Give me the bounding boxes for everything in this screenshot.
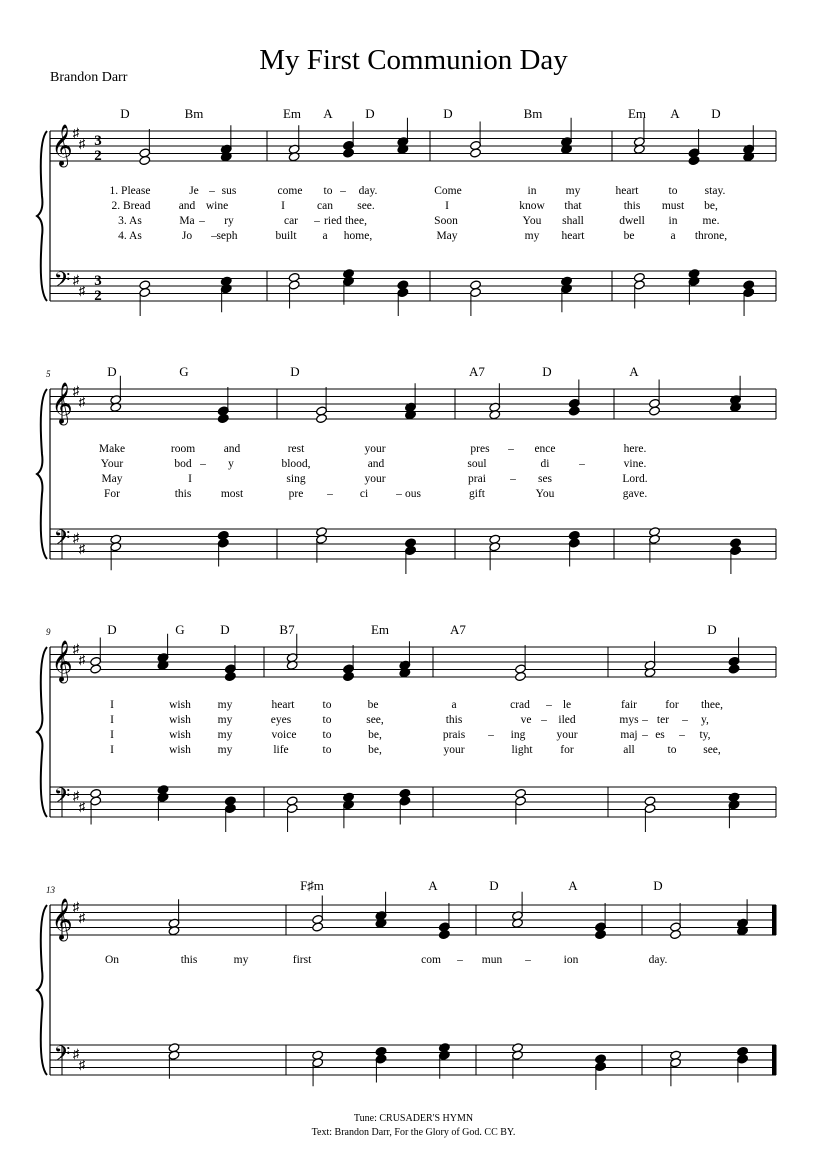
key-signature-sharp-icon: ♯ [78, 652, 86, 667]
lyric-syllable: On [104, 954, 120, 966]
treble-notehead [217, 413, 229, 423]
key-signature-sharp-icon: ♯ [72, 530, 80, 545]
lyric-syllable: es [655, 729, 665, 741]
lyric-syllable: – [488, 729, 494, 741]
lyric-syllable: ion [563, 954, 579, 966]
lyric-syllable: – [642, 729, 648, 741]
lyric-syllable: 3. As [118, 215, 142, 227]
lyric-syllable: your [364, 473, 386, 485]
key-signature-sharp-icon: ♯ [72, 899, 80, 914]
lyric-syllable: my [217, 714, 233, 726]
chord-symbol: G [175, 622, 185, 637]
key-signature-sharp-icon: ♯ [72, 1046, 80, 1061]
lyric-syllable: car [283, 215, 299, 227]
measure-number: 9 [46, 627, 51, 637]
lyric-syllable: must [661, 200, 685, 212]
lyric-syllable: – [679, 729, 685, 741]
lyric-syllable: in [527, 185, 537, 197]
lyric-syllable: I [110, 699, 114, 711]
lyric-syllable: heart [271, 699, 295, 711]
lyric-syllable: wish [169, 714, 191, 726]
chord-symbol: A [323, 106, 333, 121]
lyric-syllable: – [457, 954, 463, 966]
bass-clef-icon: 𝄢 [53, 784, 71, 813]
lyric-syllable: wish [169, 729, 191, 741]
key-signature-sharp-icon: ♯ [72, 272, 80, 287]
lyric-syllable: – [579, 458, 585, 470]
lyric-syllable: – [199, 215, 205, 227]
lyric-syllable: I [110, 729, 114, 741]
chord-symbol: D [542, 364, 552, 379]
lyric-syllable: to [322, 729, 332, 741]
lyric-syllable: wish [169, 699, 191, 711]
lyric-syllable: seph [216, 230, 238, 242]
footer-text: Text: Brandon Darr, For the Glory of God. CC BY. [311, 1127, 516, 1138]
lyric-syllable: – [396, 488, 402, 500]
lyric-syllable: pre [288, 488, 304, 500]
lyric-syllable: – [525, 954, 531, 966]
bass-clef-icon: 𝄢 [53, 526, 71, 555]
lyric-syllable: ve [520, 714, 532, 726]
lyric-syllable: most [220, 488, 244, 500]
chord-symbol: D [120, 106, 130, 121]
lyric-syllable: You [535, 488, 555, 500]
final-barline [772, 1045, 777, 1075]
treble-notehead [470, 148, 482, 158]
key-signature-sharp-icon: ♯ [78, 541, 86, 556]
lyric-syllable: to [322, 744, 332, 756]
lyric-syllable: prais [442, 729, 466, 741]
final-barline [772, 905, 777, 935]
key-signature-sharp-icon: ♯ [78, 1057, 86, 1072]
lyric-syllable: see, [703, 744, 721, 756]
lyric-syllable: ry [224, 215, 234, 227]
treble-clef-icon: 𝄞 [51, 641, 73, 681]
chord-symbol: Em [370, 622, 390, 637]
lyric-syllable: Jo [181, 230, 193, 242]
lyric-syllable: May [101, 473, 123, 485]
lyric-syllable: ty, [699, 729, 711, 741]
lyric-syllable: light [511, 744, 533, 756]
lyric-syllable: – [209, 185, 215, 197]
chord-symbol: Em [282, 106, 302, 121]
lyric-syllable: day. [358, 185, 378, 197]
lyric-syllable: – [340, 185, 346, 197]
chord-symbol: A [568, 878, 578, 893]
lyric-syllable: Come [434, 185, 462, 197]
measure-number: 5 [46, 369, 51, 379]
lyric-syllable: bod [174, 458, 192, 470]
lyric-syllable: to [667, 744, 677, 756]
lyric-syllable: I [110, 714, 114, 726]
system-brace [37, 905, 47, 1075]
lyric-syllable: Ma [179, 215, 195, 227]
chord-symbol: Bm [184, 106, 204, 121]
lyric-syllable: I [188, 473, 192, 485]
lyric-syllable: Make [98, 443, 126, 455]
lyric-syllable: ing [510, 729, 526, 741]
lyric-syllable: me. [702, 215, 720, 227]
lyric-syllable: May [436, 230, 458, 242]
lyric-syllable: see. [357, 200, 375, 212]
lyric-syllable: can [317, 200, 333, 212]
lyric-syllable: to [668, 185, 678, 197]
chord-symbol: A [629, 364, 639, 379]
lyric-syllable: – [546, 699, 552, 711]
treble-clef-icon: 𝄞 [51, 899, 73, 939]
lyric-syllable: vine. [623, 458, 647, 470]
treble-notehead [595, 929, 607, 939]
lyric-syllable: di [540, 458, 550, 470]
treble-notehead [728, 664, 740, 674]
lyric-syllable: your [443, 744, 465, 756]
lyric-syllable: I [445, 200, 449, 212]
lyric-syllable: wine [205, 200, 229, 212]
lyric-syllable: maj [620, 729, 638, 741]
score-title: My First Communion Day [259, 44, 568, 76]
chord-symbol: D [107, 622, 117, 637]
lyric-syllable: eyes [270, 714, 292, 726]
lyric-syllable: sing [286, 473, 306, 485]
chord-symbol: D [711, 106, 721, 121]
measure-number: 13 [46, 885, 55, 895]
lyric-syllable: – [510, 473, 516, 485]
composer-name: Brandon Darr [50, 70, 128, 85]
lyric-syllable: my [233, 954, 249, 966]
lyric-syllable: com [421, 954, 441, 966]
lyric-syllable: You [522, 215, 542, 227]
lyric-syllable: y [228, 458, 234, 470]
lyric-syllable: that [564, 200, 582, 212]
lyric-syllable: mun [481, 954, 503, 966]
lyric-syllable: y, [701, 714, 709, 726]
lyric-syllable: here. [623, 443, 647, 455]
lyric-syllable: my [217, 729, 233, 741]
lyric-syllable: be, [368, 729, 382, 741]
system-brace [37, 131, 47, 301]
lyric-syllable: be, [704, 200, 718, 212]
lyric-syllable: For [104, 488, 120, 500]
lyric-syllable: – [508, 443, 514, 455]
lyric-syllable: and [367, 458, 385, 470]
time-signature-top: 3 [94, 133, 102, 149]
treble-clef-icon: 𝄞 [51, 383, 73, 423]
lyric-syllable: ried [324, 215, 342, 227]
lyric-syllable: this [180, 954, 198, 966]
lyric-syllable: my [565, 185, 581, 197]
lyric-syllable: know [519, 200, 545, 212]
lyric-syllable: soul [467, 458, 487, 470]
lyric-syllable: see, [366, 714, 384, 726]
lyric-syllable: prai [468, 473, 486, 485]
key-signature-sharp-icon: ♯ [78, 910, 86, 925]
treble-notehead [343, 671, 355, 681]
chord-symbol: D [107, 364, 117, 379]
lyric-syllable: this [623, 200, 641, 212]
lyric-syllable: life [273, 744, 289, 756]
lyric-syllable: stay. [704, 185, 726, 197]
lyric-syllable: to [322, 699, 332, 711]
footer-tune: Tune: CRUSADER'S HYMN [353, 1113, 474, 1124]
lyric-syllable: Je [189, 185, 199, 197]
lyric-syllable: room [170, 443, 196, 455]
lyric-syllable: day. [648, 954, 668, 966]
lyric-syllable: your [556, 729, 578, 741]
lyric-syllable: – [642, 714, 648, 726]
lyric-syllable: blood, [281, 458, 311, 470]
chord-symbol: A [670, 106, 680, 121]
lyric-syllable: built [275, 230, 297, 242]
chord-symbol: B7 [279, 622, 295, 637]
lyric-syllable: to [323, 185, 333, 197]
lyric-syllable: – [682, 714, 688, 726]
lyric-syllable: first [292, 954, 312, 966]
key-signature-sharp-icon: ♯ [72, 641, 80, 656]
lyric-syllable: gave. [622, 488, 648, 500]
chord-symbol: A7 [469, 364, 485, 379]
time-signature-bottom: 2 [94, 148, 102, 164]
lyric-syllable: to [322, 714, 332, 726]
lyric-syllable: rest [287, 443, 305, 455]
lyric-syllable: this [445, 714, 463, 726]
lyric-syllable: throne, [694, 230, 728, 242]
chord-symbol: Bm [523, 106, 543, 121]
lyric-syllable: be, [368, 744, 382, 756]
lyric-syllable: ter [656, 714, 670, 726]
lyric-syllable: 4. As [118, 230, 142, 242]
lyric-syllable: home, [343, 230, 373, 242]
lyric-syllable: Soon [434, 215, 458, 227]
key-signature-sharp-icon: ♯ [72, 125, 80, 140]
key-signature-sharp-icon: ♯ [78, 283, 86, 298]
lyric-syllable: dwell [619, 215, 645, 227]
treble-notehead [568, 406, 580, 416]
key-signature-sharp-icon: ♯ [78, 136, 86, 151]
lyric-syllable: 2. Bread [111, 200, 151, 212]
lyric-syllable: come [277, 185, 303, 197]
lyric-syllable: a [670, 230, 676, 242]
lyric-syllable: Your [100, 458, 124, 470]
lyric-syllable: shall [562, 215, 584, 227]
lyric-syllable: crad [510, 699, 530, 711]
lyric-syllable: fair [621, 699, 637, 711]
chord-symbol: D [653, 878, 663, 893]
lyric-syllable: sus [221, 185, 237, 197]
lyric-syllable: for [665, 699, 679, 711]
lyric-syllable: ence [534, 443, 556, 455]
lyric-syllable: a [322, 230, 328, 242]
lyric-syllable: your [364, 443, 386, 455]
chord-symbol: D [489, 878, 499, 893]
treble-notehead [139, 155, 151, 165]
treble-notehead [224, 671, 236, 681]
lyric-syllable: all [623, 744, 635, 756]
lyric-syllable: – [327, 488, 333, 500]
lyric-syllable: thee, [344, 215, 368, 227]
lyric-syllable: mys [619, 714, 639, 726]
lyric-syllable: be [367, 699, 379, 711]
lyric-syllable: ous [405, 488, 421, 500]
treble-notehead [343, 148, 355, 158]
treble-notehead [649, 406, 661, 416]
lyric-syllable: – [200, 458, 206, 470]
key-signature-sharp-icon: ♯ [78, 799, 86, 814]
time-signature-bottom: 2 [94, 288, 102, 304]
key-signature-sharp-icon: ♯ [72, 788, 80, 803]
chord-symbol: D [443, 106, 453, 121]
lyric-syllable: I [110, 744, 114, 756]
chord-symbol: A [428, 878, 438, 893]
treble-notehead [515, 671, 527, 681]
treble-notehead [670, 929, 682, 939]
treble-notehead [438, 929, 450, 939]
system-brace [37, 389, 47, 559]
lyric-syllable: ci [359, 488, 369, 500]
lyric-syllable: in [668, 215, 678, 227]
lyric-syllable: and [178, 200, 196, 212]
lyric-syllable: a [451, 699, 457, 711]
key-signature-sharp-icon: ♯ [78, 394, 86, 409]
key-signature-sharp-icon: ♯ [72, 383, 80, 398]
lyric-syllable: this [174, 488, 192, 500]
lyric-syllable: – [541, 714, 547, 726]
bass-clef-icon: 𝄢 [53, 1042, 71, 1071]
treble-notehead [312, 922, 324, 932]
chord-symbol: D [365, 106, 375, 121]
lyric-syllable: heart [561, 230, 585, 242]
chord-symbol: F♯m [300, 878, 324, 893]
lyric-syllable: pres [470, 443, 490, 455]
lyric-syllable: iled [558, 714, 576, 726]
chord-symbol: D [290, 364, 300, 379]
lyric-syllable: and [223, 443, 241, 455]
lyric-syllable: my [217, 744, 233, 756]
time-signature-top: 3 [94, 273, 102, 289]
chord-symbol: Em [627, 106, 647, 121]
lyric-syllable: my [524, 230, 540, 242]
lyric-syllable: gift [469, 488, 485, 500]
treble-clef-icon: 𝄞 [51, 125, 73, 165]
chord-symbol: D [220, 622, 230, 637]
treble-notehead [90, 664, 102, 674]
lyric-syllable: for [560, 744, 574, 756]
lyric-syllable: le [562, 699, 572, 711]
lyric-syllable: heart [615, 185, 639, 197]
chord-symbol: D [707, 622, 717, 637]
lyric-syllable: wish [169, 744, 191, 756]
chord-symbol: G [179, 364, 189, 379]
system-brace [37, 647, 47, 817]
bass-clef-icon: 𝄢 [53, 268, 71, 297]
chord-symbol: A7 [450, 622, 466, 637]
lyric-syllable: – [211, 230, 217, 242]
lyric-syllable: voice [271, 729, 297, 741]
lyric-syllable: thee, [700, 699, 724, 711]
treble-notehead [688, 155, 700, 165]
lyric-syllable: – [314, 215, 320, 227]
treble-notehead [316, 413, 328, 423]
lyric-syllable: I [281, 200, 285, 212]
lyric-syllable: 1. Please [109, 185, 151, 197]
lyric-syllable: be [623, 230, 635, 242]
lyric-syllable: ses [537, 473, 553, 485]
lyric-syllable: my [217, 699, 233, 711]
lyric-syllable: Lord. [622, 473, 648, 485]
